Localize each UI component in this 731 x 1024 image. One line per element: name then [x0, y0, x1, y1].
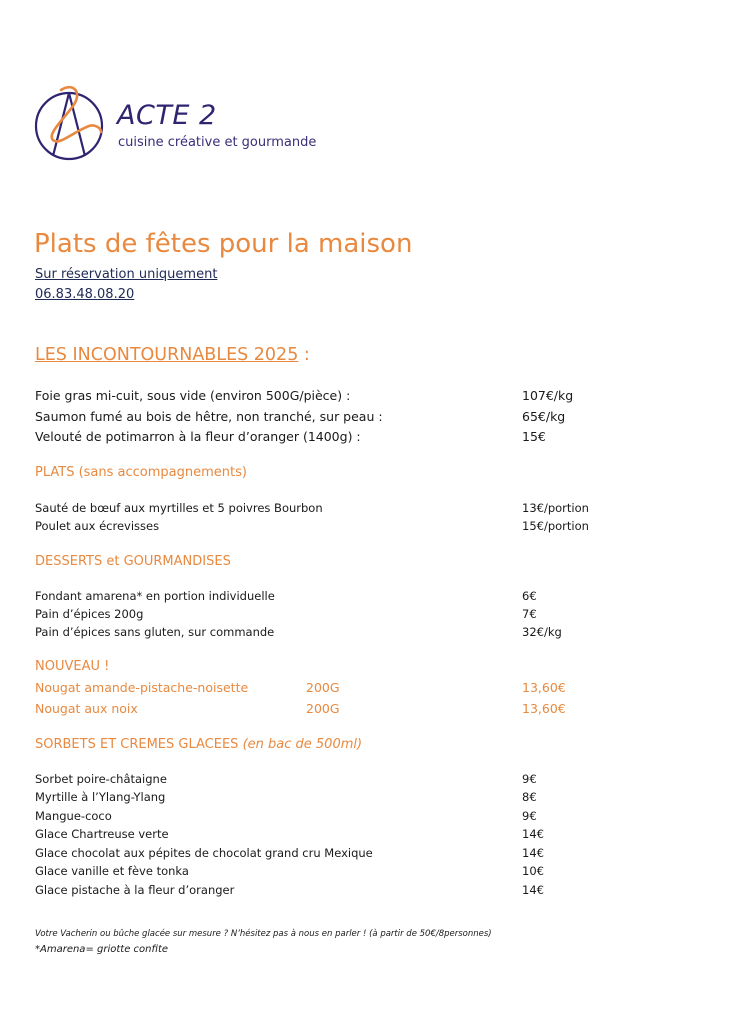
menu-item-price: 14€ [522, 883, 544, 897]
menu-item-price: 9€ [522, 772, 537, 786]
menu-item-price: 15€ [522, 429, 546, 444]
menu-item-name: Pain d’épices 200g [35, 607, 144, 621]
menu-item-price: 13€/portion [522, 501, 589, 515]
section-heading-plats: PLATS (sans accompagnements) [35, 465, 247, 480]
menu-item-name: Glace chocolat aux pépites de chocolat grand cru Mexique [35, 846, 373, 860]
brand-tagline: cuisine créative et gourmande [118, 135, 317, 150]
menu-item-name: Fondant amarena* en portion individuelle [35, 589, 275, 603]
section-heading-incontournables [35, 345, 310, 365]
menu-item-weight: 200G [306, 680, 340, 695]
menu-item-price: 15€/portion [522, 519, 589, 533]
menu-item-price: 9€ [522, 809, 537, 823]
footer-note: Votre Vacherin ou bûche glacée sur mesure ? N’hésitez pas à nous en parler ! (à partir de 50€/8personnes) [35, 929, 492, 939]
heading-italic: (en bac de 500ml) [242, 737, 363, 752]
phone-link[interactable]: 06.83.48.08.20 [35, 287, 135, 302]
menu-item-name: Myrtille à l’Ylang-Ylang [35, 790, 166, 804]
section-heading-desserts: DESSERTS et GOURMANDISES [35, 554, 231, 569]
reservation-link[interactable]: Sur réservation uniquement [35, 267, 218, 282]
page-title: Plats de fêtes pour la maison [34, 229, 413, 259]
section-heading-sorbets [35, 737, 362, 752]
menu-item-name: Nougat amande-pistache-noisette [35, 680, 249, 695]
menu-item-price: 13,60€ [522, 680, 566, 695]
heading-text: LES INCONTOURNABLES 2025 [35, 345, 299, 365]
menu-item-name: Sorbet poire-châtaigne [35, 772, 167, 786]
section-heading-nouveau: NOUVEAU ! [35, 659, 110, 674]
menu-item-price: 32€/kg [522, 625, 562, 639]
menu-item-price: 14€ [522, 846, 544, 860]
menu-item-price: 107€/kg [522, 388, 574, 403]
menu-item-price: 6€ [522, 589, 537, 603]
menu-item-name: Pain d’épices sans gluten, sur commande [35, 625, 275, 639]
brand-name: ACTE 2 [117, 100, 217, 131]
menu-item-name: Nougat aux noix [35, 701, 138, 716]
footnote-amarena: *Amarena= griotte confite [35, 944, 169, 955]
acte2-logo-icon [33, 84, 79, 164]
menu-item-name: Glace Chartreuse verte [35, 827, 169, 841]
menu-item-price: 10€ [522, 864, 544, 878]
menu-item-weight: 200G [306, 701, 340, 716]
menu-item-name: Mangue-coco [35, 809, 112, 823]
menu-item-name: Glace vanille et fève tonka [35, 864, 189, 878]
menu-item-name: Poulet aux écrevisses [35, 519, 160, 533]
menu-item-price: 65€/kg [522, 409, 566, 424]
menu-item-name: Sauté de bœuf aux myrtilles et 5 poivres Bourbon [35, 501, 323, 515]
menu-item-name: Foie gras mi-cuit, sous vide (environ 500G/pièce) : [35, 388, 351, 403]
menu-item-name: Saumon fumé au bois de hêtre, non tranché, sur peau : [35, 409, 383, 424]
menu-item-name: Glace pistache à la fleur d’oranger [35, 883, 235, 897]
menu-item-name: Velouté de potimarron à la fleur d’oranger (1400g) : [35, 429, 361, 444]
menu-item-price: 14€ [522, 827, 544, 841]
menu-item-price: 13,60€ [522, 701, 566, 716]
heading-suffix: : [298, 345, 310, 365]
menu-item-price: 7€ [522, 607, 537, 621]
menu-item-price: 8€ [522, 790, 537, 804]
heading-text: SORBETS ET CREMES GLACEES [35, 737, 239, 752]
